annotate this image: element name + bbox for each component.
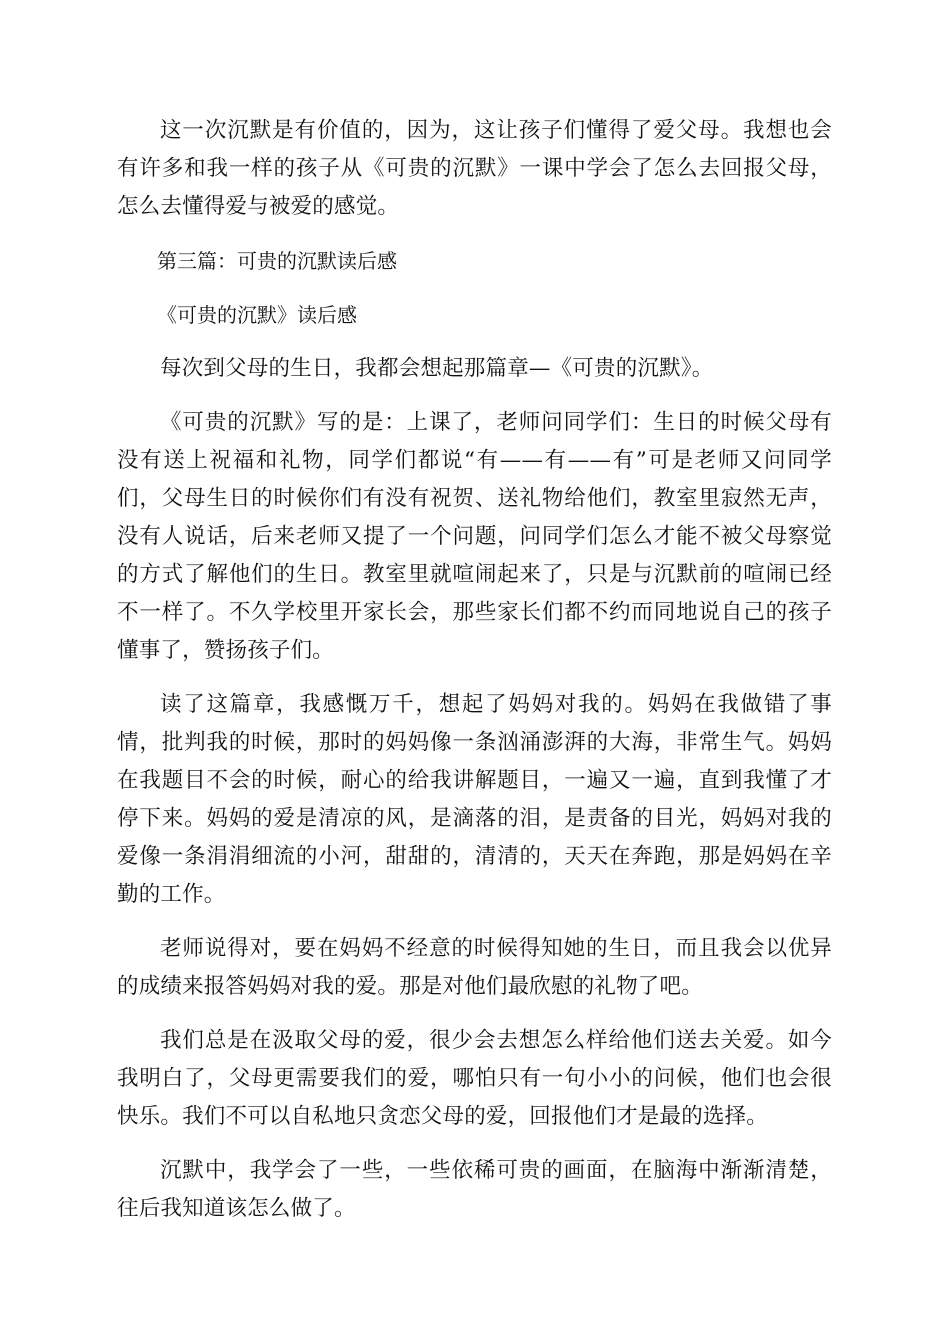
paragraph-6: 我们总是在汲取父母的爱，很少会去想怎么样给他们送去关爱。如今我明白了，父母更需要我们的爱，哪怕只有一句小小的问候，他们也会很快乐。我们不可以自私地只贪恋父母的爱，回报他们才是最的选择。 [117,1028,832,1129]
article-title: 《可贵的沉默》读后感 [157,303,357,327]
section-heading: 第三篇：可贵的沉默读后感 [157,249,397,273]
paragraph-7: 沉默中，我学会了一些，一些依稀可贵的画面，在脑海中渐渐清楚，往后我知道该怎么做了。 [117,1158,832,1221]
paragraph-1: 这一次沉默是有价值的，因为，这让孩子们懂得了爱父母。我想也会有许多和我一样的孩子从《可贵的沉默》一课中学会了怎么去回报父母，怎么去懂得爱与被爱的感觉。 [117,118,832,219]
paragraph-2: 每次到父母的生日，我都会想起那篇章—《可贵的沉默》。 [160,356,714,381]
paragraph-5: 老师说得对，要在妈妈不经意的时候得知她的生日，而且我会以优异的成绩来报答妈妈对我的爱。那是对他们最欣慰的礼物了吧。 [117,936,832,999]
paragraph-3: 《可贵的沉默》写的是：上课了，老师问同学们：生日的时候父母有没有送上祝福和礼物，同学们都说“有——有——有”可是老师又问同学们，父母生日的时候你们有没有祝贺、送礼物给他们，教室里寂然无声，没有人说话，后来老师又提了一个问题，问同学们怎么才能不被父母察觉的方式了解他们的生日。教室里就喧闹起来了，只是与沉默前的喧闹已经不一样了。不久学校里开家长会，那些家长们都不约而同地说自己的孩子懂事了，赞扬孩子们。 [117,410,832,663]
paragraph-4: 读了这篇章，我感慨万千，想起了妈妈对我的。妈妈在我做错了事情，批判我的时候，那时的妈妈像一条汹涌澎湃的大海，非常生气。妈妈在我题目不会的时候，耐心的给我讲解题目，一遍又一遍，直到我懂了才停下来。妈妈的爱是清凉的风，是滴落的泪，是责备的目光，妈妈对我的爱像一条涓涓细流的小河，甜甜的，清清的，天天在奔跑，那是妈妈在辛勤的工作。 [117,692,832,907]
